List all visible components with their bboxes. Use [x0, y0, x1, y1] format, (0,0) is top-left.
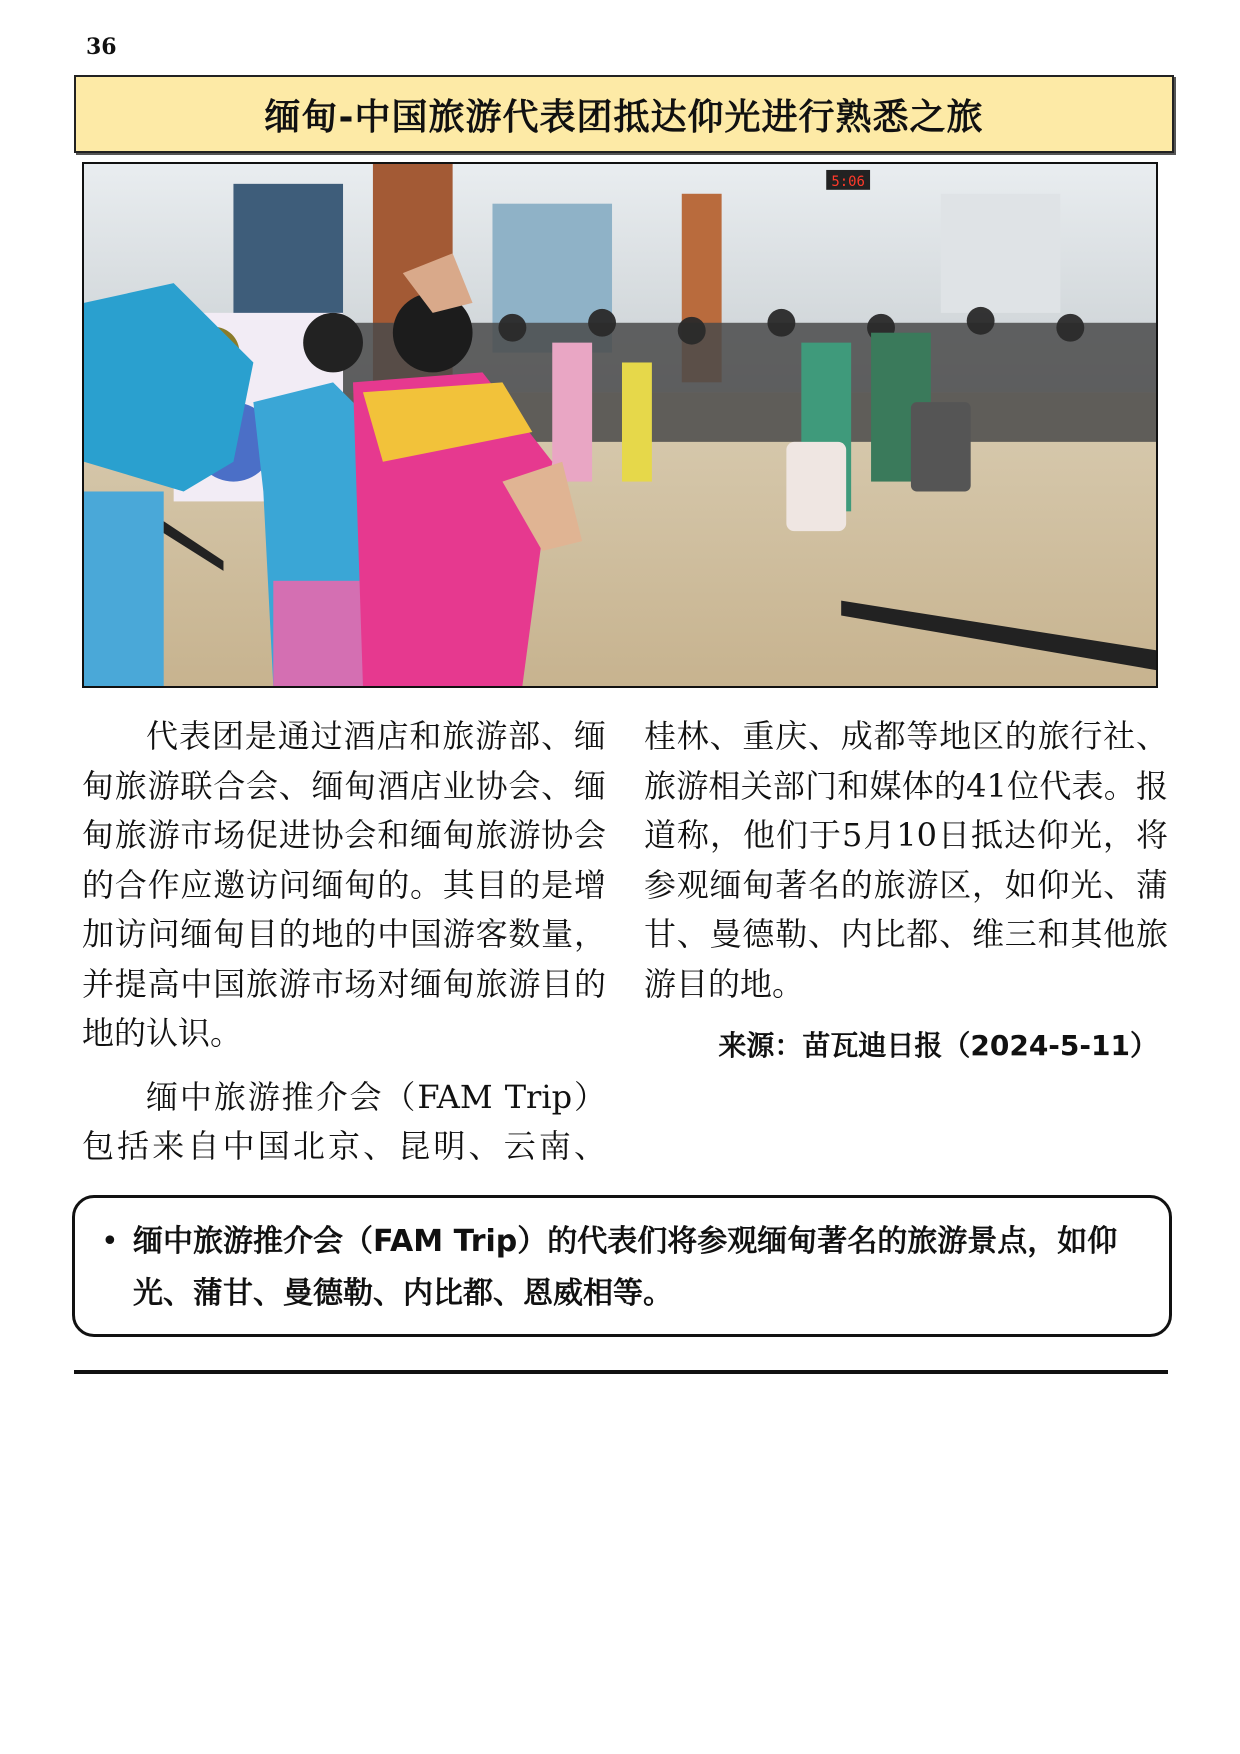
page-number: 36	[86, 34, 117, 60]
paragraph-2-line-2: 包括来自中国北京、昆明、云南、	[82, 1127, 606, 1165]
paragraph-2-line-1: 缅中旅游推介会（FAM Trip）	[146, 1077, 606, 1116]
title-box	[74, 75, 1174, 153]
clock-display: 5:06	[831, 173, 865, 190]
paragraph-1: 代表团是通过酒店和旅游部、缅甸旅游联合会、缅甸酒店业协会、缅甸旅游市场促进协会和缅甸旅游协会的合作应邀访问缅甸的。其目的是增加访问缅甸目的地的中国游客数量，并提高中国旅游市场对缅甸旅游目的地的认识。	[82, 717, 606, 1052]
summary-callout-box	[72, 1195, 1172, 1337]
bullet-icon: •	[101, 1224, 119, 1259]
right-column	[644, 712, 1168, 1009]
callout-text: 缅中旅游推介会（FAM Trip）的代表们将参观缅甸著名的旅游景点，如仰光、蒲甘、曼德勒、内比都、恩威相等。	[133, 1224, 1118, 1311]
article-title: 缅甸-中国旅游代表团抵达仰光进行熟悉之旅	[264, 96, 984, 138]
section-divider	[74, 1370, 1168, 1374]
left-column	[82, 712, 606, 1172]
arrival-dance-photo-icon	[84, 164, 1156, 686]
article-photo	[82, 162, 1158, 688]
paragraph-2-continued: 桂林、重庆、成都等地区的旅行社、旅游相关部门和媒体的41位代表。报道称，他们于5月10日抵达仰光，将参观缅甸著名的旅游区，如仰光、蒲甘、曼德勒、内比都、维三和其他旅游目的地。	[644, 717, 1168, 1003]
source-citation: 来源：苗瓦迪日报（2024-5-11）	[718, 1029, 1158, 1062]
callout-item	[101, 1216, 1143, 1320]
